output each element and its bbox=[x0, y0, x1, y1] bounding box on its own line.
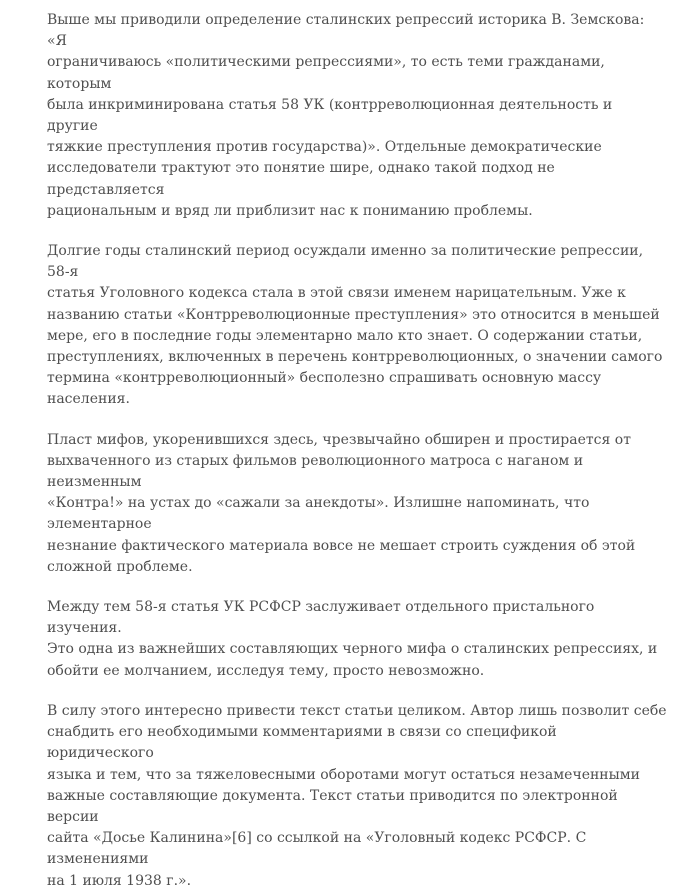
paragraph-article-58: Между тем 58-я статья УК РСФСР заслуживает отдельного пристального изучения. Это одна из важнейших составляющих черного мифа о сталинских репрессиях, и обойти ее молчанием, исследуя тему, просто невозможно. bbox=[47, 599, 658, 679]
paragraph-definition: Выше мы приводили определение сталинских репрессий историка В. Земскова: «Я ограничиваюсь «политическими репрессиями», то есть теми гражданами, которым была инкриминирована статья 58 УК (контрреволюционная деятельность и другие тяжкие преступления против государства)». Отдельные демократические исследователи трактуют это понятие шире, однако такой подход не представляется рациональным и вряд ли приблизит нас к пониманию проблемы. bbox=[47, 12, 645, 219]
paragraph-full-text-source: В силу этого интересно привести текст статьи целиком. Автор лишь позволит себе снабдить его необходимыми комментариями в связи со спецификой юридического языка и тем, что за тяжеловесными оборотами могут остаться незамеченными важные составляющие документа. Текст статьи приводится по электронной версии сайта «Досье Калинина»[6] со ссылкой на «Уголовный кодекс РСФСР. С изменениями на 1 июля 1938 г.». bbox=[47, 702, 667, 889]
paragraph-political-repressions: Долгие годы сталинский период осуждали именно за политические репрессии, 58-я статья Уголовного кодекса стала в этой связи именем нарицательным. Уже к названию статьи «Контрреволюционные преступления» это относится в меньшей мере, его в последние годы элементарно мало кто знает. О содержании статьи, преступлениях, включенных в перечень контрреволюционных, о значении самого термина «контрреволюционный» бесполезно спрашивать основную массу населения. bbox=[47, 243, 663, 408]
article-body bbox=[47, 10, 667, 892]
paragraph-myths: Пласт мифов, укоренившихся здесь, чрезвычайно обширен и простирается от выхваченного из старых фильмов революционного матроса с наганом и неизменным «Контра!» на устах до «сажали за анекдоты». Излишне напоминать, что элементарное незнание фактического материала вовсе не мешает строить суждения об этой сложной проблеме. bbox=[47, 431, 636, 575]
